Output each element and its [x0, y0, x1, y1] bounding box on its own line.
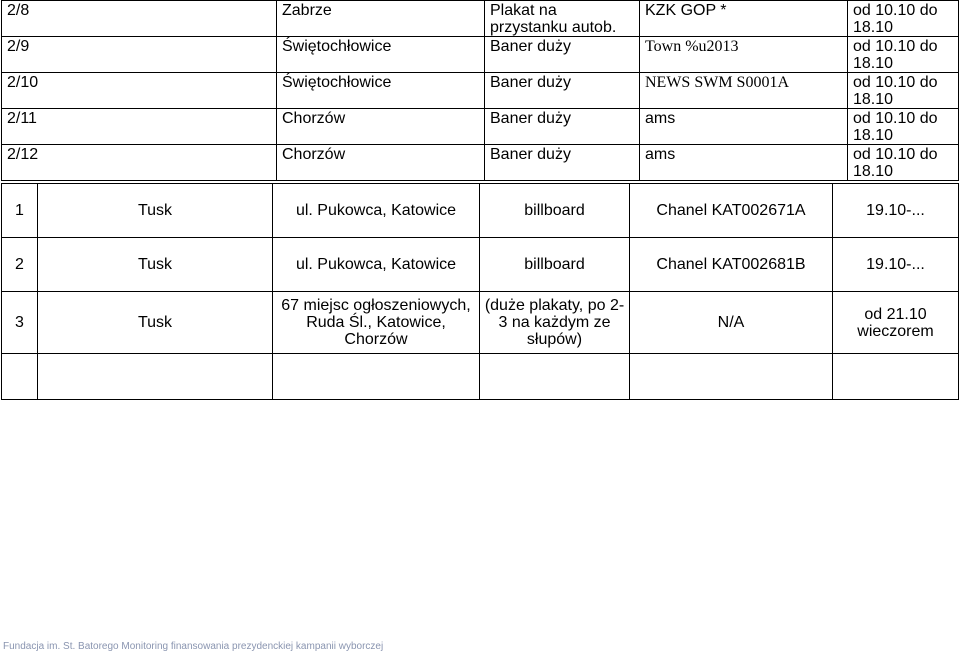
- cell-date: od 21.10 wieczorem: [833, 292, 959, 354]
- cell-owner: [38, 354, 273, 400]
- cell-type: Baner duży: [485, 37, 640, 73]
- cell-date: 19.10-...: [833, 238, 959, 292]
- table-row: [2, 1, 959, 37]
- cell-type: Baner duży: [485, 145, 640, 181]
- cell-date: 19.10-...: [833, 184, 959, 238]
- top-table: [1, 0, 959, 181]
- cell-id: 2/9: [2, 37, 277, 73]
- cell-date: od 10.10 do 18.10: [848, 109, 959, 145]
- cell-type: [480, 354, 630, 400]
- cell-type: Baner duży: [485, 109, 640, 145]
- cell-content: KZK GOP *: [640, 1, 848, 37]
- cell-id: 2/8: [2, 1, 277, 37]
- cell-type: billboard: [480, 184, 630, 238]
- cell-no: 3: [2, 292, 38, 354]
- cell-location: ul. Pukowca, Katowice: [273, 184, 480, 238]
- table-row: [2, 292, 959, 354]
- cell-date: od 10.10 do 18.10: [848, 73, 959, 109]
- table-row: [2, 354, 959, 400]
- cell-content: ams: [640, 145, 848, 181]
- cell-city: Świętochłowice: [277, 37, 485, 73]
- cell-code: N/A: [630, 292, 833, 354]
- cell-id: 2/11: [2, 109, 277, 145]
- cell-content: Town %u2013: [640, 37, 848, 73]
- table-row: [2, 109, 959, 145]
- cell-city: Chorzów: [277, 109, 485, 145]
- cell-no: 2: [2, 238, 38, 292]
- cell-no: [2, 354, 38, 400]
- table-row: [2, 145, 959, 181]
- table-row: [2, 238, 959, 292]
- cell-owner: Tusk: [38, 184, 273, 238]
- cell-date: od 10.10 do 18.10: [848, 145, 959, 181]
- cell-owner: Tusk: [38, 292, 273, 354]
- cell-city: Chorzów: [277, 145, 485, 181]
- bottom-table: [1, 183, 959, 400]
- table-row: [2, 73, 959, 109]
- cell-code: Chanel KAT002681B: [630, 238, 833, 292]
- cell-location: [273, 354, 480, 400]
- cell-no: 1: [2, 184, 38, 238]
- cell-type: (duże plakaty, po 2-3 na każdym ze słupów): [480, 292, 630, 354]
- cell-date: od 10.10 do 18.10: [848, 37, 959, 73]
- cell-id: 2/12: [2, 145, 277, 181]
- cell-id: 2/10: [2, 73, 277, 109]
- table-row: [2, 184, 959, 238]
- cell-type: billboard: [480, 238, 630, 292]
- cell-city: Świętochłowice: [277, 73, 485, 109]
- cell-type: Baner duży: [485, 73, 640, 109]
- table-row: [2, 37, 959, 73]
- cell-owner: Tusk: [38, 238, 273, 292]
- cell-code: [630, 354, 833, 400]
- page-footer: Fundacja im. St. Batorego Monitoring finansowania prezydenckiej kampanii wyborczej: [3, 641, 384, 652]
- cell-city: Zabrze: [277, 1, 485, 37]
- cell-date: [833, 354, 959, 400]
- cell-content: ams: [640, 109, 848, 145]
- cell-code: Chanel KAT002671A: [630, 184, 833, 238]
- cell-location: 67 miejsc ogłoszeniowych, Ruda Śl., Katowice, Chorzów: [273, 292, 480, 354]
- cell-content: NEWS SWM S0001A: [640, 73, 848, 109]
- cell-location: ul. Pukowca, Katowice: [273, 238, 480, 292]
- cell-type: Plakat na przystanku autob.: [485, 1, 640, 37]
- cell-date: od 10.10 do 18.10: [848, 1, 959, 37]
